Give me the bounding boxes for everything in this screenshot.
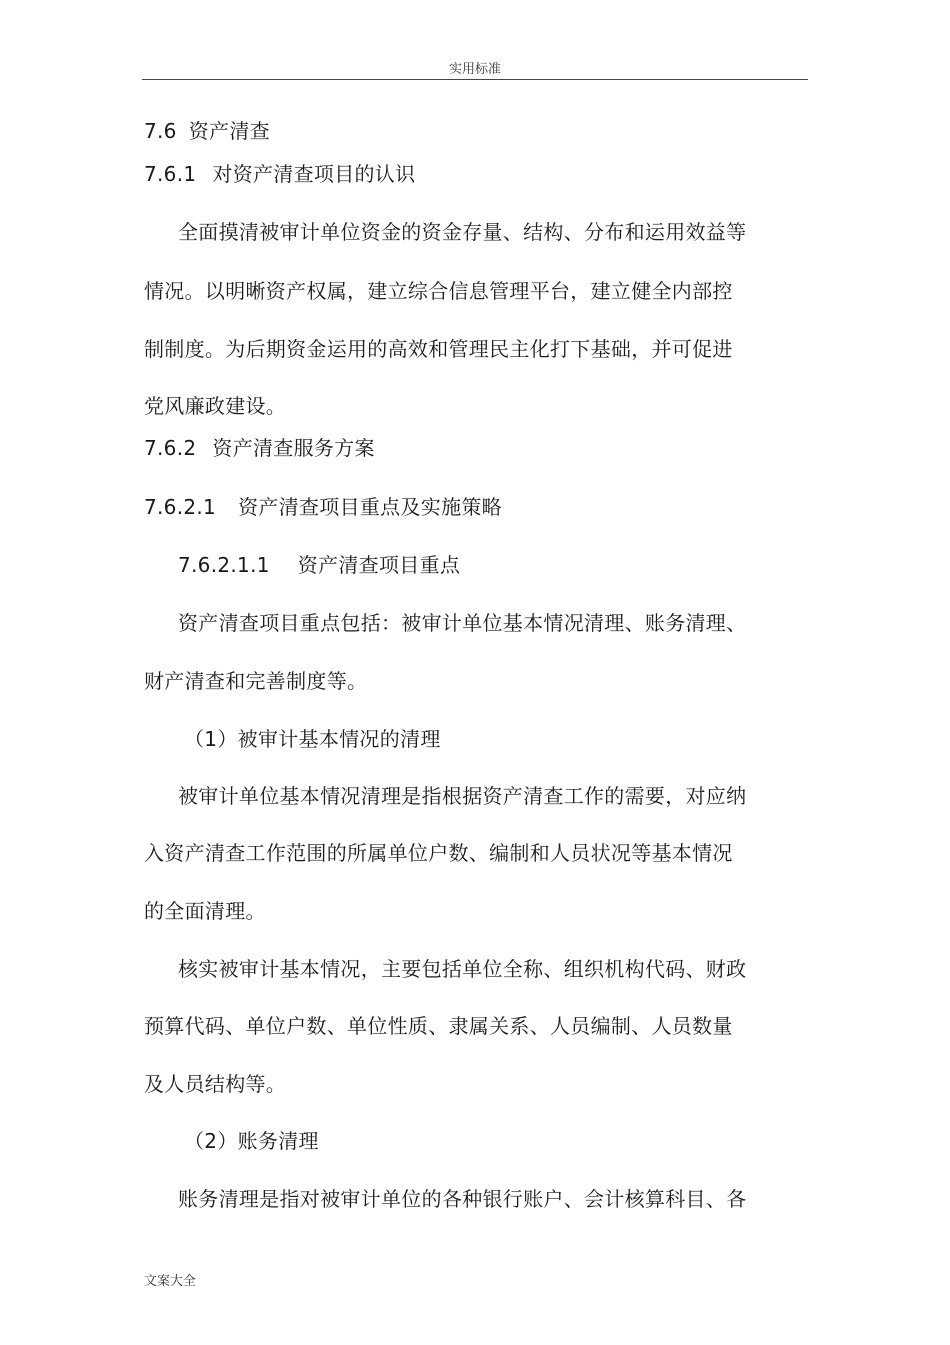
- paragraph-line: 及人员结构等。: [144, 1072, 287, 1096]
- heading-7-6-2: [144, 435, 375, 461]
- heading-number: 7.6.2.1: [144, 495, 217, 519]
- paragraph-line: 被审计单位基本情况清理是指根据资产清查工作的需要，对应纳: [178, 784, 747, 808]
- heading-number: 7.6.2.1.1: [178, 553, 270, 577]
- heading-title: 资产清查: [188, 119, 270, 143]
- page-footer: 文案大全: [144, 1274, 197, 1289]
- paragraph-line: 全面摸清被审计单位资金的资金存量、结构、分布和运用效益等: [178, 220, 747, 244]
- paragraph-line: 预算代码、单位户数、单位性质、隶属关系、人员编制、人员数量: [144, 1014, 733, 1038]
- page-header: 实用标准: [448, 62, 501, 77]
- paragraph-line: 制制度。为后期资金运用的高效和管理民主化打下基础，并可促进: [144, 337, 733, 361]
- heading-title: 对资产清查项目的认识: [212, 162, 416, 186]
- heading-number: 7.6.1: [144, 162, 197, 186]
- list-item-heading: （1）被审计基本情况的清理: [184, 727, 441, 751]
- paragraph-line: 入资产清查工作范围的所属单位户数、编制和人员状况等基本情况: [144, 841, 733, 865]
- paragraph-line: 党风廉政建设。: [144, 394, 287, 418]
- paragraph-line: 的全面清理。: [144, 899, 266, 923]
- heading-number: 7.6.2: [144, 436, 197, 460]
- heading-title: 资产清查服务方案: [212, 436, 375, 460]
- heading-7-6-2-1: [144, 494, 502, 520]
- heading-7-6: [144, 118, 270, 144]
- paragraph-line: 情况。以明晰资产权属，建立综合信息管理平台，建立健全内部控: [144, 279, 733, 303]
- heading-title: 资产清查项目重点: [297, 553, 461, 577]
- paragraph-line: 核实被审计基本情况，主要包括单位全称、组织机构代码、财政: [178, 957, 747, 981]
- paragraph-line: 财产清查和完善制度等。: [144, 669, 368, 693]
- paragraph-line: 资产清查项目重点包括：被审计单位基本情况清理、账务清理、: [178, 611, 747, 635]
- paragraph-line: 账务清理是指对被审计单位的各种银行账户、会计核算科目、各: [178, 1187, 747, 1211]
- heading-7-6-2-1-1: [178, 552, 460, 578]
- heading-title: 资产清查项目重点及实施策略: [238, 495, 502, 519]
- header-divider: [142, 79, 808, 80]
- list-item-heading: （2）账务清理: [184, 1129, 319, 1153]
- heading-number: 7.6: [144, 119, 177, 143]
- heading-7-6-1: [144, 161, 415, 187]
